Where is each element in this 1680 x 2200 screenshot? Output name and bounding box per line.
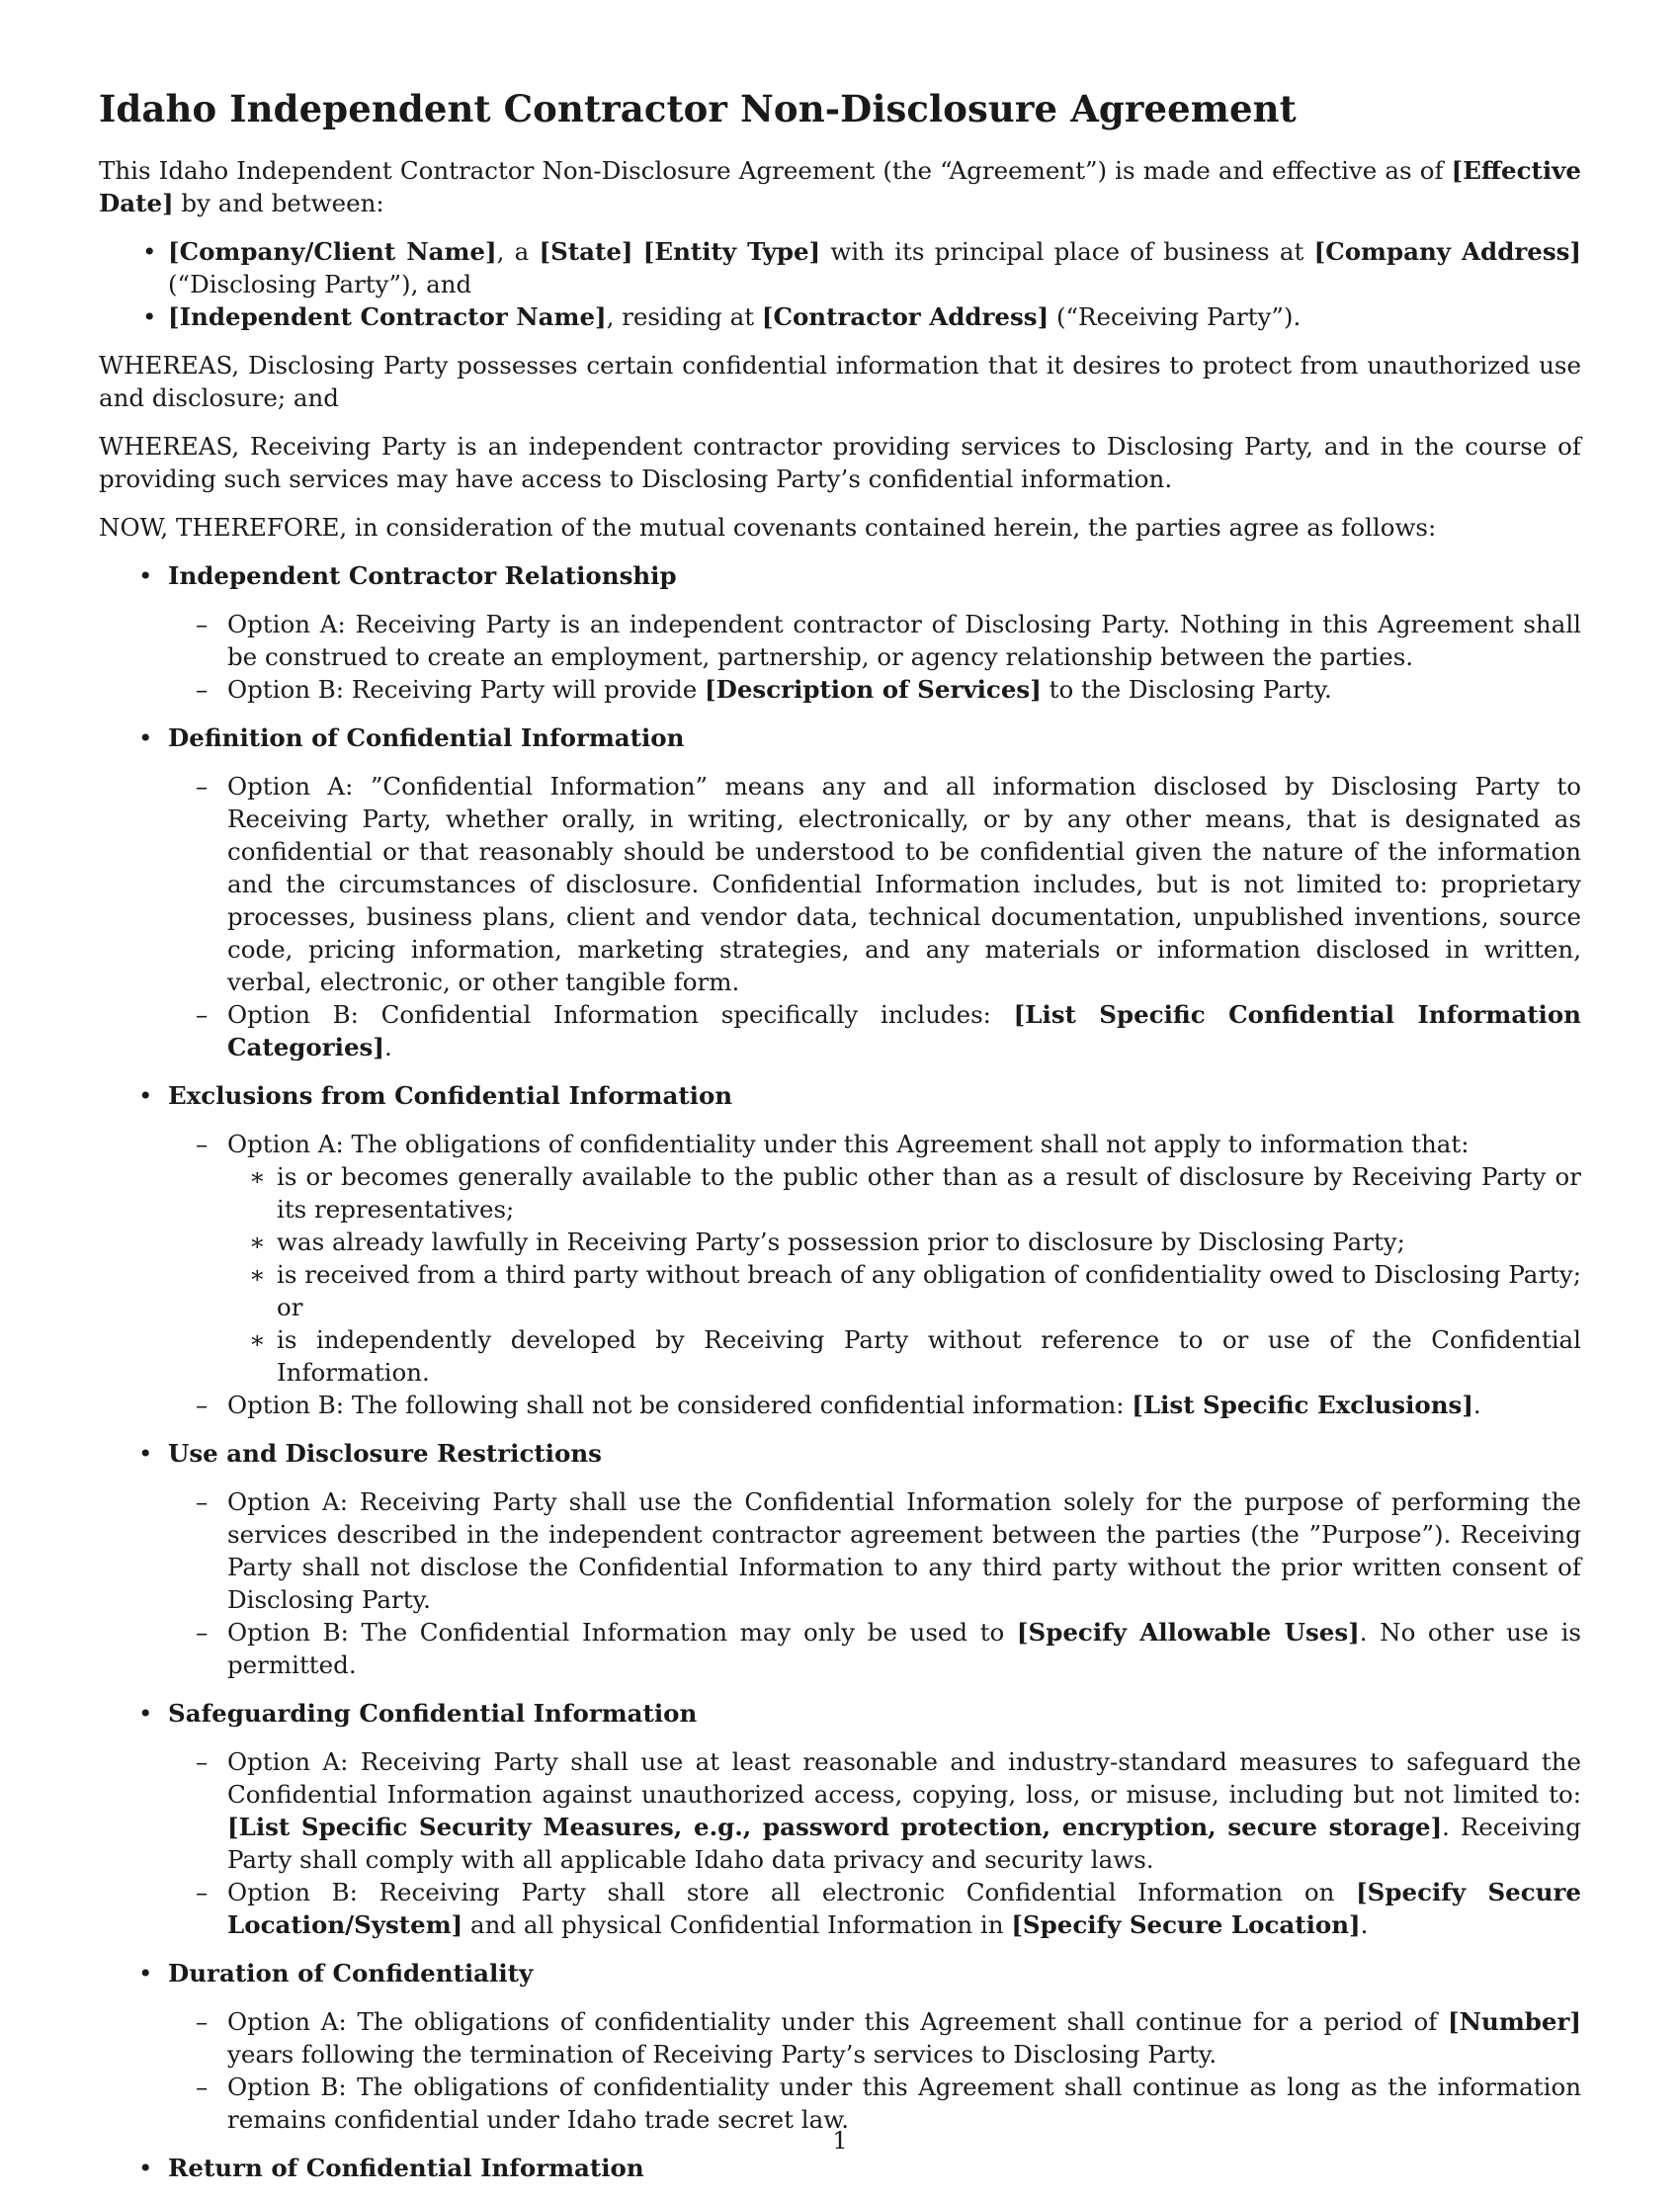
sections-list xyxy=(99,559,1581,2184)
option-text: Option A: The obligations of confidentiality under this Agreement shall continue for a period of xyxy=(227,2007,1449,2036)
effective-date-field: [Effective Date] xyxy=(99,156,1581,217)
section-title: Safeguarding Confidential Information xyxy=(168,1699,698,1728)
bullet-icon: • xyxy=(138,1439,153,1468)
dash-icon: – xyxy=(196,610,209,638)
dash-icon: – xyxy=(196,772,209,801)
option-a xyxy=(168,770,1581,998)
asterisk-icon: ∗ xyxy=(249,1227,266,1256)
services-description-field: [Description of Services] xyxy=(704,675,1042,704)
option-text: and all physical Confidential Information in xyxy=(462,1910,1012,1939)
whereas-paragraph-1: WHEREAS, Disclosing Party possesses certain confidential information that it desires to protect from unauthorized use and disclosure; and xyxy=(99,351,1581,412)
option-text: Option A: Receiving Party is an independent contractor of Disclosing Party. Nothing in this Agreement shall be construed to create an employment, partnership, or agency relationship between the parties. xyxy=(227,610,1581,671)
page-number: 1 xyxy=(832,2127,848,2155)
option-text: . xyxy=(383,1033,392,1061)
section-title: Duration of Confidentiality xyxy=(168,1959,534,1988)
intro-text: This Idaho Independent Contractor Non-Disclosure Agreement (the “Agreement”) is made and effective as of xyxy=(99,156,1452,185)
option-a xyxy=(168,2005,1581,2071)
bullet-icon: • xyxy=(138,1081,153,1110)
asterisk-icon: ∗ xyxy=(249,1325,266,1354)
option-text: Option B: The Confidential Information may only be used to xyxy=(227,1618,1017,1647)
option-b xyxy=(168,673,1581,706)
info-categories-field: [List Specific Confidential Information Categories] xyxy=(227,1000,1581,1061)
dash-icon: – xyxy=(196,1878,209,1906)
option-b xyxy=(168,1876,1581,1941)
whereas-paragraph-2: WHEREAS, Receiving Party is an independent contractor providing services to Disclosing Party, and in the course of providing such services may have access to Disclosing Party’s confidential information. xyxy=(99,432,1581,493)
option-text: years following the termination of Receiving Party’s services to Disclosing Party. xyxy=(227,2040,1218,2069)
dash-icon: – xyxy=(196,1130,209,1158)
list-item-text: is independently developed by Receiving Party without reference to or use of the Confidential Information. xyxy=(277,1325,1581,1387)
dash-icon: – xyxy=(196,2073,209,2101)
section-exclusions xyxy=(99,1079,1581,1421)
list-item-text: is or becomes generally available to the public other than as a result of disclosure by Receiving Party or its representatives; xyxy=(277,1162,1581,1224)
exclusions-sublist xyxy=(227,1160,1581,1389)
option-a xyxy=(168,1485,1581,1616)
years-number-field: [Number] xyxy=(1448,2007,1581,2036)
bullet-icon: • xyxy=(138,561,153,590)
option-text: to the Disclosing Party. xyxy=(1041,675,1332,704)
options-list xyxy=(168,770,1581,1063)
party-text: , residing at xyxy=(606,302,762,331)
dash-icon: – xyxy=(196,1391,209,1419)
option-text: . xyxy=(1360,1910,1369,1939)
security-measures-field: [List Specific Security Measures, e.g., password protection, encryption, secure storage] xyxy=(227,1813,1443,1841)
secure-system-field: [Specify Secure Location/System] xyxy=(227,1878,1581,1939)
contractor-address-field: [Contractor Address] xyxy=(761,302,1050,331)
parties-list xyxy=(99,235,1581,333)
section-duration xyxy=(99,1957,1581,2136)
option-a xyxy=(168,608,1581,673)
now-therefore-paragraph: NOW, THEREFORE, in consideration of the mutual covenants contained herein, the parties agree as follows: xyxy=(99,513,1437,542)
option-text: Option A: The obligations of confidentiality under this Agreement shall not apply to information that: xyxy=(227,1130,1470,1158)
allowable-uses-field: [Specify Allowable Uses] xyxy=(1016,1618,1360,1647)
company-address-field: [Company Address] xyxy=(1313,237,1581,266)
bullet-icon: • xyxy=(138,1959,153,1988)
options-list xyxy=(168,2005,1581,2136)
options-list xyxy=(168,608,1581,706)
section-definition xyxy=(99,721,1581,1063)
bullet-icon: • xyxy=(138,2154,153,2182)
option-a xyxy=(168,1128,1581,1389)
option-text: Option B: The obligations of confidentiality under this Agreement shall continue as long as the information remains confidential under Idaho trade secret law. xyxy=(227,2073,1581,2134)
options-list xyxy=(168,1745,1581,1941)
party-text xyxy=(633,237,643,266)
options-list xyxy=(168,1485,1581,1681)
company-name-field: [Company/Client Name] xyxy=(168,237,497,266)
option-text: Option B: The following shall not be considered confidential information: xyxy=(227,1391,1133,1419)
list-item xyxy=(227,1258,1581,1323)
option-text: Option A: ”Confidential Information” means any and all information disclosed by Disclosing Party to Receiving Party, whether orally, in writing, electronically, or by any other means, that is designated as confidential or that reasonably should be understood to be confidential given the nature of the information and the circumstances of disclosure. Confidential Information includes, but is not limited to: proprietary processes, business plans, client and vendor data, technical documentation, unpublished inventions, source code, pricing information, marketing strategies, and any materials or information disclosed in written, verbal, electronic, or other tangible form. xyxy=(227,772,1581,996)
exclusions-field: [List Specific Exclusions] xyxy=(1132,1391,1473,1419)
option-text: Option B: Receiving Party will provide xyxy=(227,675,705,704)
party-text: (“Receiving Party”). xyxy=(1049,302,1302,331)
section-title: Return of Confidential Information xyxy=(168,2154,644,2182)
bullet-icon: • xyxy=(138,1699,153,1728)
list-item xyxy=(227,1226,1581,1258)
party-receiving xyxy=(99,300,1581,333)
section-title: Exclusions from Confidential Information xyxy=(168,1081,733,1110)
contractor-name-field: [Independent Contractor Name] xyxy=(168,302,607,331)
entity-type-field: [Entity Type] xyxy=(642,237,821,266)
dash-icon: – xyxy=(196,1747,209,1776)
list-item xyxy=(227,1323,1581,1389)
list-item-text: is received from a third party without breach of any obligation of confidentiality owed to Disclosing Party; or xyxy=(277,1260,1581,1321)
dash-icon: – xyxy=(196,1487,209,1516)
party-text: , a xyxy=(496,237,540,266)
option-text: Option A: Receiving Party shall use the Confidential Information solely for the purpose of performing the services described in the independent contractor agreement between the parties (the ”Purpose”). Receiving Party shall not disclose the Confidential Information to any third party without the prior written consent of Disclosing Party. xyxy=(227,1487,1581,1614)
dash-icon: – xyxy=(196,1000,209,1029)
section-title: Independent Contractor Relationship xyxy=(168,561,677,590)
option-b xyxy=(168,1616,1581,1681)
bullet-icon: • xyxy=(138,723,153,752)
secure-location-field: [Specify Secure Location] xyxy=(1011,1910,1361,1939)
section-independent-contractor xyxy=(99,559,1581,706)
option-text: Option B: Confidential Information specifically includes: xyxy=(227,1000,1014,1029)
party-text: (“Disclosing Party”), and xyxy=(168,270,472,298)
dash-icon: – xyxy=(196,2007,209,2036)
section-title: Definition of Confidential Information xyxy=(168,723,685,752)
section-safeguarding xyxy=(99,1697,1581,1941)
list-item-text: was already lawfully in Receiving Party’s possession prior to disclosure by Disclosing Party; xyxy=(277,1227,1405,1256)
intro-tail: by and between: xyxy=(173,189,384,217)
option-text: Option A: Receiving Party shall use at least reasonable and industry-standard measures to safeguard the Confidential Information against unauthorized access, copying, loss, or misuse, including but not limited to: xyxy=(227,1747,1581,1809)
dash-icon: – xyxy=(196,675,209,704)
option-a xyxy=(168,1745,1581,1876)
party-text: with its principal place of business at xyxy=(820,237,1314,266)
dash-icon: – xyxy=(196,1618,209,1647)
section-title: Use and Disclosure Restrictions xyxy=(168,1439,602,1468)
option-b xyxy=(168,1389,1581,1421)
section-return xyxy=(99,2152,1581,2184)
intro-paragraph xyxy=(99,154,1581,219)
section-use-disclosure xyxy=(99,1437,1581,1681)
option-text: . xyxy=(1472,1391,1481,1419)
asterisk-icon: ∗ xyxy=(249,1260,266,1289)
document-title: Idaho Independent Contractor Non-Disclosure Agreement xyxy=(99,87,1297,130)
option-b xyxy=(168,998,1581,1063)
option-text: Option B: Receiving Party shall store all electronic Confidential Information on xyxy=(227,1878,1357,1906)
options-list xyxy=(168,1128,1581,1421)
document-page xyxy=(99,85,1581,2200)
asterisk-icon: ∗ xyxy=(249,1162,266,1191)
option-text: . Receiving Party shall comply with all applicable Idaho data privacy and security laws. xyxy=(227,1813,1581,1874)
party-disclosing xyxy=(99,235,1581,300)
list-item xyxy=(227,1160,1581,1226)
state-field: [State] xyxy=(539,237,633,266)
option-text: . No other use is permitted. xyxy=(227,1618,1582,1679)
